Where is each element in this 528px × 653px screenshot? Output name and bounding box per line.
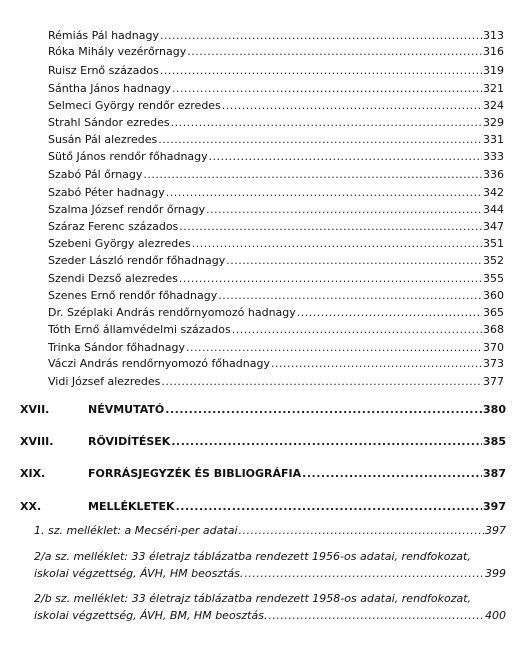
dot-leader (161, 375, 482, 388)
toc-entry (48, 272, 504, 285)
annex-title: 2/a sz. melléklet: 33 életrajz táblázatba rendezett 1956-os adatai, rendfokozat, (34, 550, 471, 563)
dot-leader (171, 116, 482, 129)
entry-name: Sántha János hadnagy (48, 82, 172, 95)
annex-title-cont: iskolai végzettség, ÁVH, BM, HM beosztás. (34, 609, 268, 622)
entry-name: Szenes Ernő rendőr főhadnagy (48, 289, 218, 302)
dot-leader (172, 82, 482, 95)
entry-name: Dr. Széplaki András rendőrnyomozó hadnagy (48, 306, 296, 319)
dot-leader (302, 467, 482, 480)
entry-name: Strahl Sándor ezredes (48, 116, 170, 129)
toc-entry (48, 150, 504, 163)
entry-page: 368 (483, 323, 504, 336)
toc-annex (34, 609, 506, 622)
entry-page: 333 (483, 150, 504, 163)
entry-name: Sütő János rendőr főhadnagy (48, 150, 208, 163)
dot-leader (179, 220, 482, 233)
entry-name: Szebeni György alezredes (48, 237, 191, 250)
annex-page: 399 (485, 567, 506, 580)
annex-page: 400 (485, 609, 506, 622)
dot-leader (218, 289, 482, 302)
toc-entry (48, 29, 504, 42)
toc-entry (48, 82, 504, 95)
toc-entry (48, 375, 504, 388)
toc-entry (48, 99, 504, 112)
entry-page: 365 (483, 306, 504, 319)
entry-page: 336 (483, 168, 504, 181)
chapter-page: 380 (483, 403, 506, 416)
dot-leader (187, 45, 482, 58)
dot-leader (165, 403, 482, 416)
chapter-title: FORRÁSJEGYZÉK ÉS BIBLIOGRÁFIA (88, 467, 302, 480)
entry-name: Selmeci György rendőr ezredes (48, 99, 221, 112)
toc-annex (34, 524, 506, 537)
dot-leader (209, 150, 482, 163)
dot-leader (179, 272, 482, 285)
chapter-number: XX. (20, 500, 42, 513)
toc-chapter (20, 500, 506, 513)
entry-name: Vidi József alezredes (48, 375, 161, 388)
chapter-page: 385 (483, 435, 506, 448)
toc-chapter (20, 403, 506, 416)
toc-entry (48, 168, 504, 181)
chapter-page: 387 (483, 467, 506, 480)
entry-page: 321 (483, 82, 504, 95)
chapter-number: XVIII. (20, 435, 54, 448)
entry-page: 377 (483, 375, 504, 388)
toc-entry (48, 306, 504, 319)
entry-page: 347 (483, 220, 504, 233)
entry-page: 313 (483, 29, 504, 42)
chapter-title: RÖVIDÍTÉSEK (88, 435, 171, 448)
entry-page: 352 (483, 254, 504, 267)
entry-page: 319 (483, 64, 504, 77)
toc-entry (48, 341, 504, 354)
toc-chapter (20, 435, 506, 448)
entry-page: 360 (483, 289, 504, 302)
entry-name: Szeder László rendőr főhadnagy (48, 254, 226, 267)
entry-page: 329 (483, 116, 504, 129)
entry-name: Szalma József rendőr őrnagy (48, 203, 206, 216)
dot-leader (192, 237, 482, 250)
annex-title: 1. sz. melléklet: a Mecséri-per adatai (34, 524, 238, 537)
toc-annex (34, 567, 506, 580)
chapter-title: MELLÉKLETEK (88, 500, 175, 513)
toc-entry (48, 357, 504, 370)
entry-name: Susán Pál alezredes (48, 133, 158, 146)
toc-entry (48, 133, 504, 146)
dot-leader (232, 323, 482, 336)
entry-page: 342 (483, 186, 504, 199)
entry-page: 324 (483, 99, 504, 112)
dot-leader (239, 524, 485, 537)
dot-leader (160, 29, 482, 42)
dot-leader (226, 254, 482, 267)
chapter-number: XVII. (20, 403, 50, 416)
entry-name: Száraz Ferenc százados (48, 220, 179, 233)
dot-leader (271, 357, 482, 370)
toc-entry (48, 186, 504, 199)
entry-name: Trinka Sándor főhadnagy (48, 341, 185, 354)
entry-page: 344 (483, 203, 504, 216)
toc-entry (48, 220, 504, 233)
dot-leader (206, 203, 482, 216)
entry-page: 355 (483, 272, 504, 285)
entry-name: Szabó Péter hadnagy (48, 186, 165, 199)
entry-page: 373 (483, 357, 504, 370)
chapter-title: NÉVMUTATÓ (88, 403, 165, 416)
entry-name: Szabó Pál őrnagy (48, 168, 143, 181)
entry-page: 316 (483, 45, 504, 58)
entry-page: 331 (483, 133, 504, 146)
entry-name: Ruisz Ernő százados (48, 64, 159, 77)
dot-leader (297, 306, 482, 319)
entry-name: Szendi Dezső alezredes (48, 272, 178, 285)
entry-name: Rémiás Pál hadnagy (48, 29, 159, 42)
dot-leader (176, 500, 482, 513)
entry-page: 370 (483, 341, 504, 354)
toc-entry (48, 254, 504, 267)
dot-leader (166, 186, 482, 199)
dot-leader (158, 133, 482, 146)
annex-title-cont: iskolai végzettség, ÁVH, HM beosztás. (34, 567, 244, 580)
dot-leader (268, 609, 484, 622)
entry-name: Róka Mihály vezérőrnagy (48, 45, 187, 58)
toc-entry (48, 116, 504, 129)
toc-entry (48, 289, 504, 302)
dot-leader (244, 567, 484, 580)
entry-name: Váczi András rendőrnyomozó főhadnagy (48, 357, 270, 370)
dot-leader (143, 168, 482, 181)
annex-page: 397 (485, 524, 506, 537)
toc-annex-line (34, 591, 506, 606)
toc-entry (48, 323, 504, 336)
chapter-number: XIX. (20, 467, 46, 480)
annex-title: 2/b sz. melléklet: 33 életrajz táblázatba rendezett 1958-os adatai, rendfokozat, (34, 592, 472, 605)
dot-leader (222, 99, 482, 112)
dot-leader (171, 435, 482, 448)
toc-entry (48, 203, 504, 216)
entry-name: Tóth Ernő államvédelmi százados (48, 323, 231, 336)
toc-entry (48, 45, 504, 58)
toc-annex-line (34, 549, 506, 564)
toc-chapter (20, 467, 506, 480)
dot-leader (160, 64, 482, 77)
toc-entry (48, 237, 504, 250)
toc-entry (48, 64, 504, 77)
dot-leader (186, 341, 482, 354)
chapter-page: 397 (483, 500, 506, 513)
entry-page: 351 (483, 237, 504, 250)
